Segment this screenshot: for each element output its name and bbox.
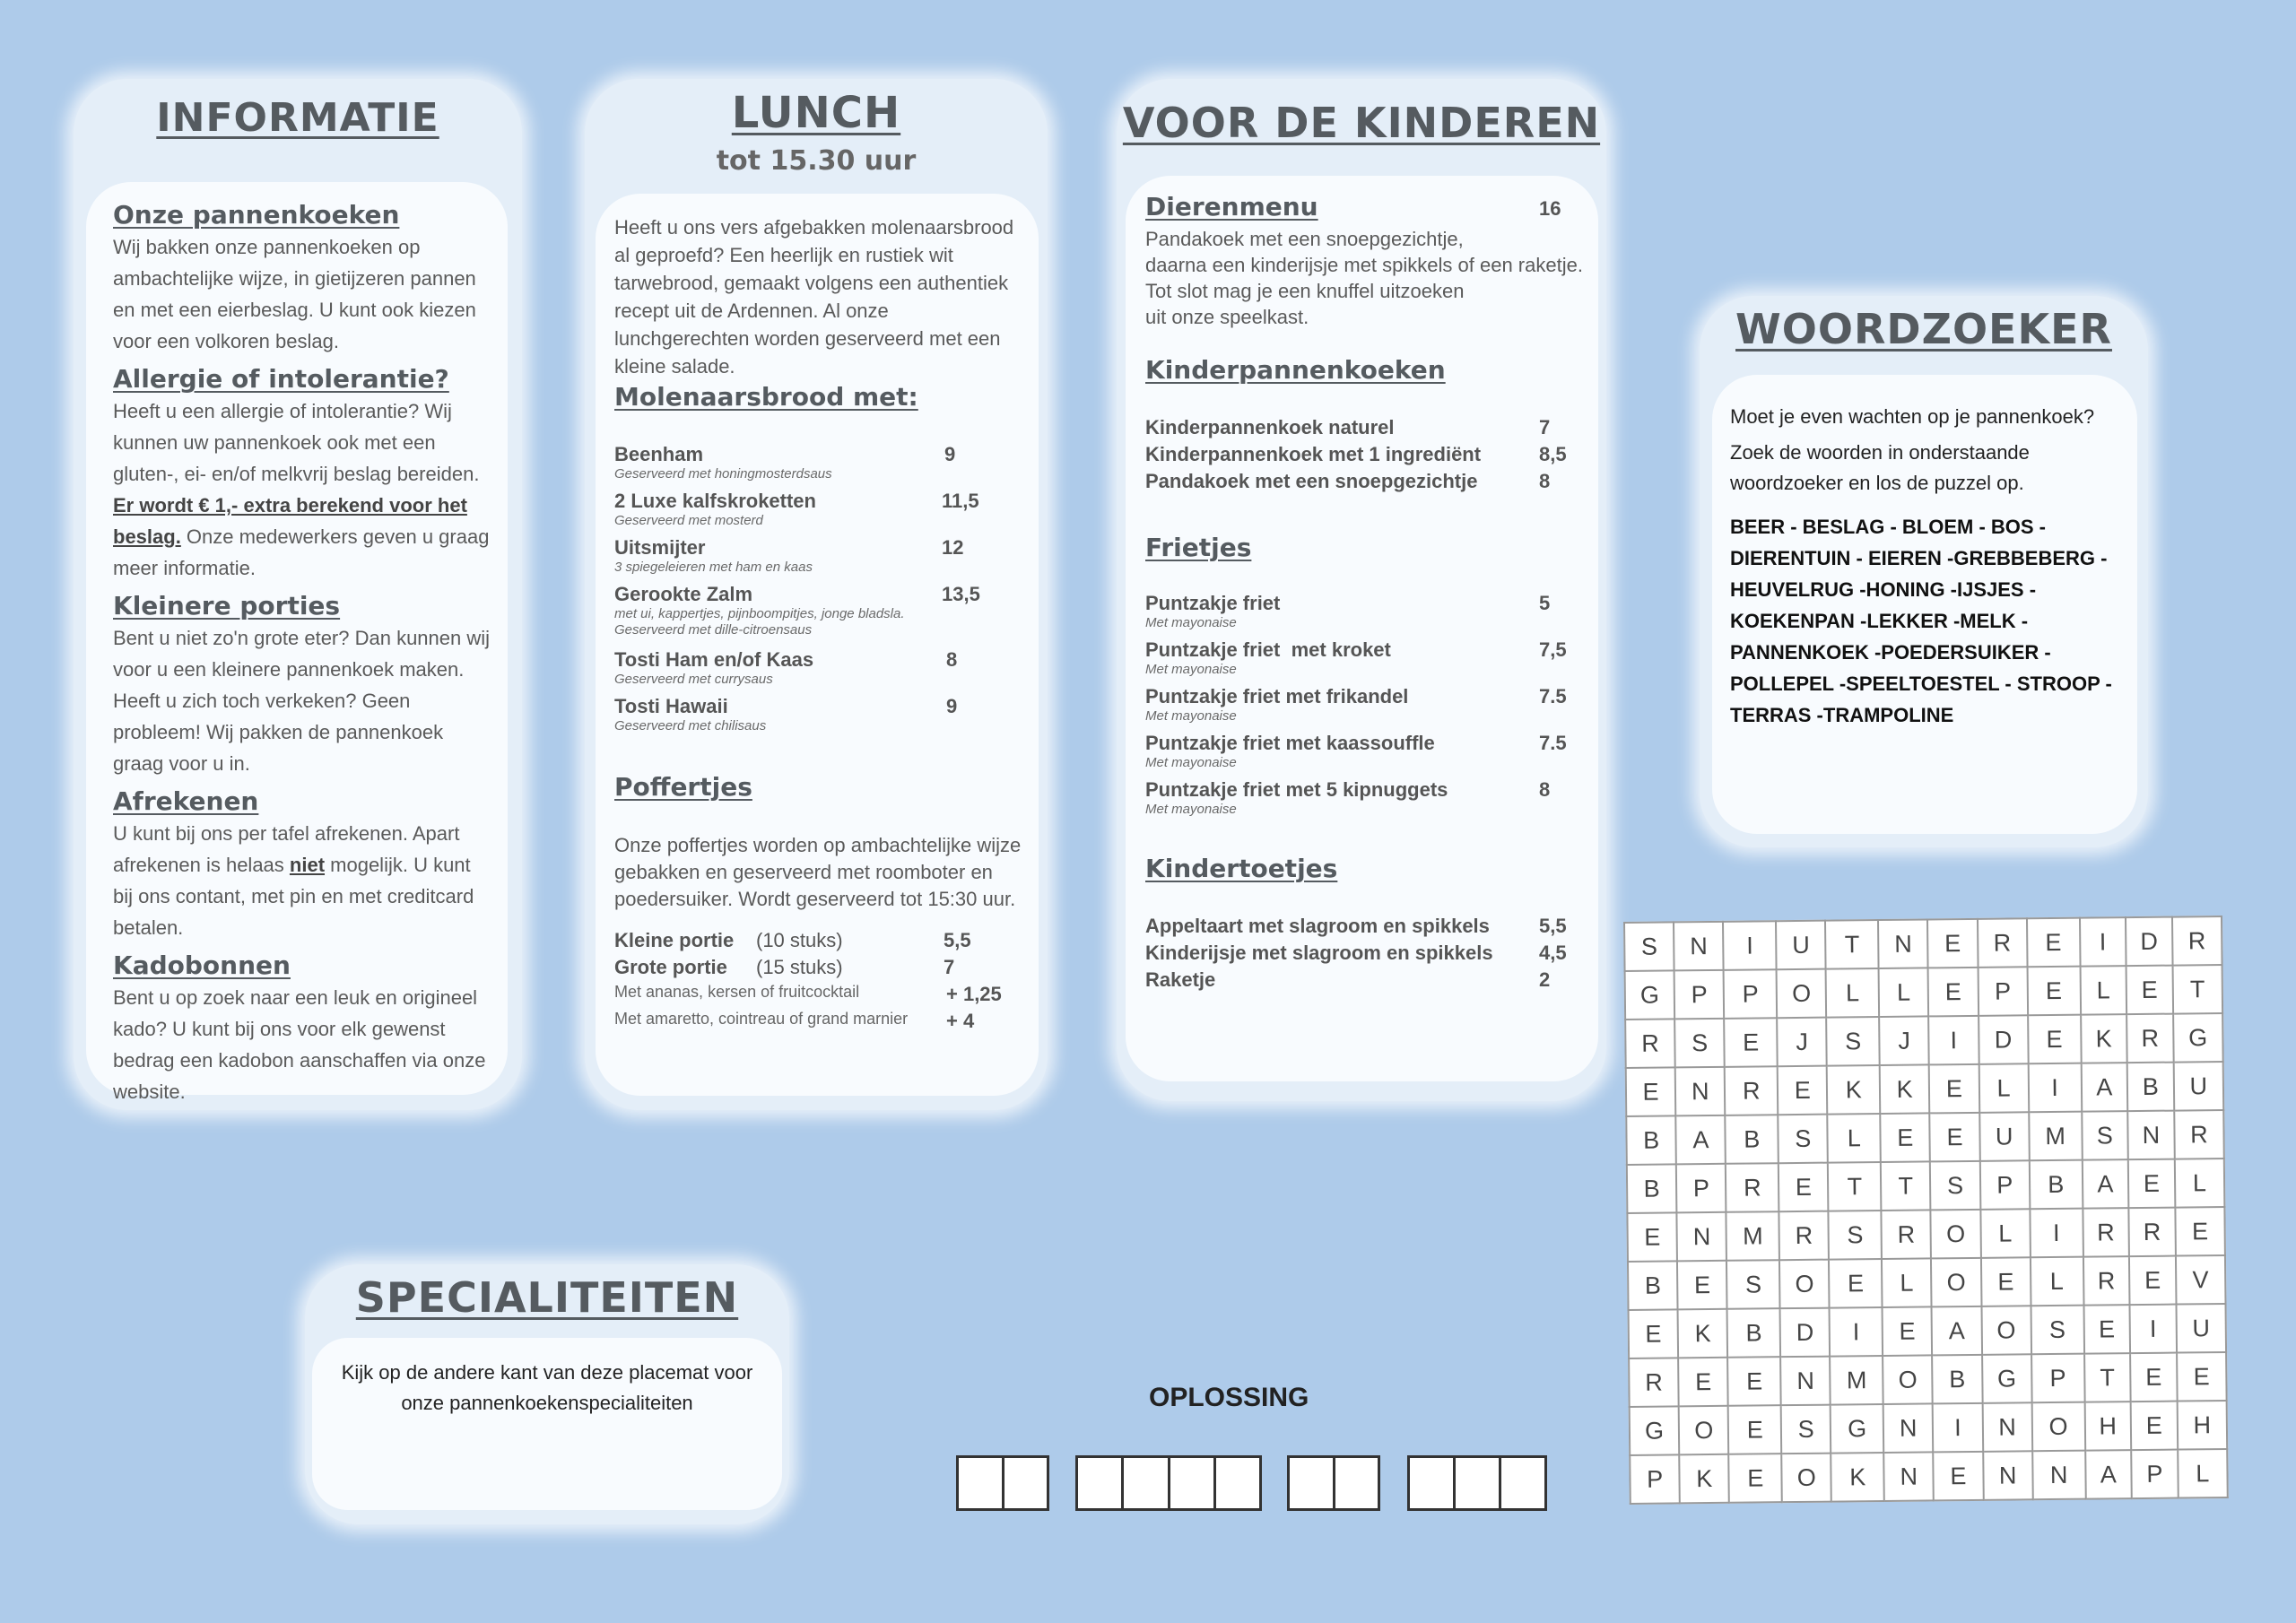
grid-cell[interactable]: R [1625, 1019, 1675, 1068]
desc-line: Tot slot mag je een knuffel uitzoeken [1145, 280, 1465, 302]
grid-cell[interactable]: M [2029, 1112, 2082, 1161]
item-name: Uitsmijter [614, 536, 706, 559]
grid-cell[interactable]: J [1777, 1018, 1827, 1067]
informatie-panel [74, 79, 522, 1110]
grid-cell[interactable]: E [2129, 1256, 2176, 1306]
info-section-allergie [113, 364, 495, 584]
grid-cell[interactable]: R [1978, 918, 2028, 968]
grid-row [1628, 1255, 2226, 1310]
grid-cell[interactable]: P [1674, 970, 1725, 1020]
dierenmenu-heading: Dierenmenu [1145, 192, 1318, 221]
item-price: 8 [946, 648, 958, 671]
grid-cell[interactable]: R [1629, 1358, 1679, 1407]
solution-word-4[interactable] [1407, 1455, 1547, 1511]
grid-cell[interactable]: M [1830, 1356, 1883, 1405]
grid-cell[interactable]: L [2174, 1159, 2224, 1208]
desc-line: uit onze speelkast. [1145, 306, 1309, 328]
item-name: Raketje [1145, 968, 1216, 991]
grid-cell[interactable]: E [1928, 968, 1979, 1017]
item-price: 5 [1539, 592, 1551, 614]
woordzoeker-line1: Moet je even wachten op je pannenkoek? [1730, 405, 2095, 428]
grid-cell[interactable]: E [2028, 1015, 2081, 1064]
woordzoeker-panel [1700, 296, 2148, 847]
grid-cell[interactable]: R [2083, 1256, 2129, 1306]
grid-cell[interactable]: E [1934, 1452, 1984, 1501]
grid-cell[interactable]: E [2128, 1159, 2175, 1209]
lunch-title: LUNCH [731, 88, 901, 138]
item-name: 2 Luxe kalfskroketten [614, 490, 816, 512]
grid-cell[interactable]: T [1825, 920, 1878, 969]
portion-name: Grote portie [614, 956, 727, 978]
friet-item [1145, 732, 1585, 778]
grid-cell[interactable]: I [1933, 1403, 1983, 1453]
grid-cell[interactable]: T [2084, 1353, 2131, 1402]
grid-cell[interactable]: E [2027, 918, 2080, 968]
item-name: Tosti Hawaii [614, 695, 728, 717]
item-price: 4,5 [1539, 942, 1567, 964]
grid-cell[interactable]: A [2085, 1450, 2132, 1499]
grid-cell[interactable]: B [1726, 1115, 1779, 1164]
grid-cell[interactable]: L [1826, 968, 1879, 1018]
grid-cell[interactable]: R [2126, 1014, 2173, 1063]
item-desc: Geserveerd met chilisaus [614, 718, 767, 733]
grid-row [1626, 1110, 2224, 1165]
grid-cell[interactable]: P [1979, 1160, 2030, 1210]
grid-cell[interactable]: N [1883, 1452, 1934, 1501]
grid-cell[interactable]: B [2030, 1160, 2083, 1210]
grid-cell[interactable]: R [1726, 1163, 1779, 1212]
toetje-item [1145, 942, 1585, 968]
grid-cell[interactable]: L [2080, 966, 2126, 1015]
grid-cell[interactable]: N [1677, 1212, 1727, 1262]
grid-cell[interactable]: G [1625, 970, 1675, 1020]
grid-cell[interactable]: E [1678, 1358, 1728, 1407]
grid-cell[interactable]: S [1778, 1115, 1828, 1164]
grid-cell[interactable]: R [1779, 1211, 1830, 1261]
grid-cell[interactable]: K [1880, 1064, 1930, 1114]
grid-cell[interactable]: A [2082, 1159, 2128, 1209]
grid-cell[interactable]: I [2030, 1209, 2083, 1258]
grid-cell[interactable]: D [1780, 1308, 1831, 1358]
woordzoeker-title: WOORDZOEKER [1735, 305, 2112, 353]
informatie-content [86, 182, 508, 1103]
grid-cell[interactable]: O [1981, 1306, 2031, 1355]
section-text: Bent u niet zo'n grote eter? Dan kunnen wij voor u een kleinere pannenkoek maken. Heeft u zich toch verkeken? Geen probleem! Wij pakken de pannenkoek graag voor u in. [113, 627, 491, 775]
grid-cell[interactable]: L [1980, 1209, 2031, 1258]
item-name: Puntzakje friet [1145, 592, 1281, 614]
grid-cell[interactable]: K [1827, 1065, 1880, 1115]
item-desc: 3 spiegeleieren met ham en kaas [614, 560, 813, 575]
grid-cell[interactable]: I [1723, 921, 1776, 970]
grid-row [1625, 965, 2223, 1020]
afrekenen-niet: niet [289, 854, 326, 876]
grid-row [1626, 1062, 2224, 1116]
grid-cell[interactable]: E [2027, 967, 2080, 1016]
item-desc: Met mayonaise [1145, 662, 1237, 677]
grid-cell[interactable]: G [1630, 1406, 1680, 1455]
item-desc: Geserveerd met dille-citroensaus [614, 622, 813, 638]
grid-cell[interactable]: R [2128, 1208, 2175, 1257]
grid-cell[interactable]: T [2172, 965, 2222, 1014]
grid-cell[interactable]: N [1878, 919, 1928, 968]
grid-cell[interactable]: E [1677, 1261, 1727, 1310]
item-desc: Geserveerd met honingmosterdsaus [614, 466, 832, 482]
kinderen-panel [1117, 79, 1606, 1101]
grid-row [1627, 1207, 2225, 1262]
grid-cell[interactable]: I [2028, 1063, 2081, 1113]
grid-cell[interactable]: S [2082, 1111, 2128, 1160]
grid-cell[interactable]: G [1982, 1354, 2032, 1403]
item-desc: Met mayonaise [1145, 708, 1237, 724]
item-price: 8 [1539, 778, 1551, 801]
kinderpannenkoeken-heading: Kinderpannenkoeken [1145, 355, 1446, 385]
grid-cell[interactable]: K [1678, 1309, 1728, 1358]
grid-cell[interactable]: L [1879, 968, 1929, 1017]
grid-cell[interactable]: E [1829, 1259, 1882, 1308]
grid-cell[interactable]: E [1729, 1454, 1782, 1503]
kids-item [1145, 443, 1585, 470]
grid-cell[interactable]: U [1979, 1112, 2030, 1161]
grid-cell[interactable]: K [1831, 1453, 1884, 1502]
portion-name: Kleine portie [614, 929, 735, 951]
grid-row [1629, 1304, 2227, 1358]
grid-cell[interactable]: H [2084, 1402, 2131, 1451]
toetje-item [1145, 915, 1585, 942]
toetje-item [1145, 968, 1585, 995]
specialiteiten-content [312, 1338, 782, 1510]
grid-cell[interactable]: E [1626, 1067, 1676, 1116]
grid-cell[interactable]: S [1624, 922, 1674, 971]
kids-item [1145, 470, 1585, 497]
grid-cell[interactable]: E [2130, 1353, 2177, 1402]
grid-cell[interactable]: B [1627, 1164, 1677, 1213]
grid-cell[interactable]: N [1780, 1357, 1831, 1406]
woordzoeker-words: BEER - BESLAG - BLOEM - BOS - DIERENTUIN - EIEREN -GREBBEBERG -HEUVELRUG -HONING -IJSJES - KOEKENPAN -LEKKER -MELK - PANNENKOEK -POEDERSUIKER - POLLEPEL -SPEELTOESTEL - STROOP -TERRAS -TRAMPOLINE [1730, 516, 2112, 726]
woordzoeker-line2: Zoek de woorden in onderstaande woordzoeker en los de puzzel op. [1730, 441, 2030, 494]
lunch-content [596, 194, 1039, 1096]
lunch-item [614, 490, 1027, 529]
grid-row [1624, 916, 2222, 971]
lunch-item [614, 536, 1027, 576]
grid-cell[interactable]: K [2081, 1014, 2127, 1063]
item-name: Kinderpannenkoek naturel [1145, 416, 1395, 438]
item-price: 8,5 [1539, 443, 1567, 465]
grid-cell[interactable]: S [1726, 1260, 1779, 1309]
grid-cell[interactable]: E [1929, 1064, 1979, 1114]
item-price: 9 [946, 695, 958, 717]
item-price: 13,5 [942, 583, 980, 605]
grid-cell[interactable]: L [1979, 1063, 2029, 1113]
extra-row [614, 1010, 1027, 1037]
grid-cell[interactable]: O [1679, 1406, 1729, 1455]
grid-cell[interactable]: L [1828, 1114, 1881, 1163]
grid-row [1625, 1013, 2223, 1068]
afrekenen-text-2: mogelijk. U kunt bij ons contant, met pin en met creditcard betalen. [113, 854, 474, 939]
lunch-item [614, 648, 1027, 688]
extra-row [614, 983, 1027, 1010]
solution-word-3[interactable] [1287, 1455, 1380, 1511]
grid-cell[interactable]: E [1880, 1113, 1930, 1162]
grid-cell[interactable]: E [2131, 1402, 2178, 1451]
grid-cell[interactable]: O [1931, 1258, 1981, 1307]
portion-row [614, 956, 1027, 983]
grid-cell[interactable]: H [2177, 1401, 2227, 1450]
section-heading: Onze pannenkoeken [113, 200, 400, 230]
grid-cell[interactable]: E [2126, 966, 2173, 1015]
solution-word-1[interactable] [956, 1455, 1049, 1511]
grid-cell[interactable]: A [1932, 1306, 1982, 1356]
friet-item [1145, 592, 1585, 638]
allergie-text-2: Onze medewerkers geven u graag meer informatie. [113, 525, 490, 579]
friet-item [1145, 685, 1585, 732]
grid-cell[interactable]: T [1828, 1162, 1881, 1211]
grid-cell[interactable]: R [1882, 1210, 1932, 1259]
grid-cell[interactable]: E [1627, 1212, 1677, 1262]
grid-cell[interactable]: K [1679, 1454, 1729, 1504]
grid-cell[interactable]: P [2031, 1354, 2084, 1403]
friet-item [1145, 778, 1585, 825]
lunch-item [614, 695, 1027, 734]
specialiteiten-title: SPECIALITEITEN [355, 1273, 739, 1322]
grid-cell[interactable]: L [2031, 1257, 2083, 1306]
grid-cell[interactable]: L [1882, 1258, 1932, 1307]
portion-qty: (15 stuks) [756, 956, 843, 978]
grid-cell[interactable]: I [2079, 917, 2126, 967]
grid-cell[interactable]: U [1776, 921, 1826, 970]
desc-line: daarna een kinderijsje met spikkels of een raketje. [1145, 254, 1583, 276]
grid-cell[interactable]: P [1724, 969, 1777, 1019]
dierenmenu-price: 16 [1539, 197, 1561, 220]
item-price: 2 [1539, 968, 1551, 991]
item-price: 5,5 [1539, 915, 1567, 937]
extra-name: Met ananas, kersen of fruitcocktail [614, 983, 860, 1001]
item-desc: Geserveerd met currysaus [614, 672, 773, 687]
grid-cell[interactable]: P [2131, 1450, 2178, 1499]
section-heading: Kadobonnen [113, 950, 291, 980]
grid-cell[interactable]: O [1777, 969, 1827, 1019]
frietjes-heading: Frietjes [1145, 533, 1252, 562]
grid-cell[interactable]: S [1827, 1017, 1880, 1066]
grid-cell[interactable]: B [1932, 1355, 1982, 1404]
grid-cell[interactable]: E [1728, 1405, 1781, 1454]
portion-price: 5,5 [944, 929, 971, 951]
grid-cell[interactable]: E [1930, 1113, 1980, 1162]
grid-cell[interactable]: S [1930, 1161, 1980, 1211]
woordzoeker-content [1712, 375, 2137, 834]
info-section-kleinere-porties [113, 591, 495, 779]
grid-cell[interactable]: I [2130, 1305, 2177, 1354]
lunch-intro: Heeft u ons vers afgebakken molenaarsbrood al geproefd? Een heerlijk en rustiek wit tarwebrood, gemaakt volgens een authentiek recept uit de Ardennen. Al onze lunchgerechten worden geserveerd met een kleine salade. [614, 216, 1014, 378]
lunch-subtitle: tot 15.30 uur [716, 145, 917, 177]
grid-cell[interactable]: S [1781, 1405, 1831, 1454]
item-name: Kinderijsje met slagroom en spikkels [1145, 942, 1493, 964]
item-name: Tosti Ham en/of Kaas [614, 648, 814, 671]
grid-cell[interactable]: B [1628, 1261, 1678, 1310]
grid-row [1627, 1159, 2225, 1213]
item-name: Appeltaart met slagroom en spikkels [1145, 915, 1490, 937]
poffertjes-portions [614, 929, 1027, 1037]
grid-cell[interactable]: S [1829, 1211, 1882, 1260]
solution-word-2[interactable] [1075, 1455, 1262, 1511]
grid-cell[interactable]: E [2083, 1305, 2130, 1354]
info-section-afrekenen [113, 786, 495, 943]
grid-cell[interactable]: N [1883, 1403, 1934, 1453]
section-heading: Kleinere porties [113, 591, 341, 621]
grid-cell[interactable]: E [1727, 1357, 1780, 1406]
specialiteiten-text: Kijk op de andere kant van deze placemat voor onze pannenkoekenspecialiteiten [341, 1361, 753, 1414]
word-search-grid[interactable] [1623, 916, 2229, 1505]
grid-cell[interactable]: P [1978, 967, 2028, 1016]
grid-cell[interactable]: I [1928, 1016, 1979, 1065]
grid-cell[interactable]: U [2176, 1304, 2226, 1353]
grid-cell[interactable]: J [1879, 1016, 1929, 1065]
kinderen-title: VOOR DE KINDEREN [1122, 99, 1601, 147]
item-desc: Met mayonaise [1145, 755, 1237, 770]
grid-cell[interactable]: D [2126, 917, 2172, 967]
grid-cell[interactable]: B [2127, 1063, 2174, 1112]
grid-cell[interactable]: T [1881, 1161, 1931, 1211]
grid-cell[interactable]: R [1725, 1066, 1778, 1115]
grid-cell[interactable]: O [1931, 1210, 1981, 1259]
grid-cell[interactable]: O [1781, 1454, 1831, 1503]
grid-cell[interactable]: R [2172, 916, 2222, 966]
grid-row [1630, 1449, 2228, 1504]
kids-item [1145, 416, 1585, 443]
grid-cell[interactable]: D [1979, 1015, 2029, 1064]
grid-cell[interactable]: E [1927, 919, 1978, 968]
grid-cell[interactable]: I [1830, 1307, 1883, 1357]
grid-cell[interactable]: S [1674, 1019, 1725, 1068]
extra-price: + 1,25 [946, 983, 1002, 1005]
info-section-kadobonnen [113, 950, 495, 1107]
item-price: 7.5 [1539, 685, 1567, 707]
item-name: Puntzakje friet met frikandel [1145, 685, 1409, 707]
extra-price: + 4 [946, 1010, 975, 1032]
item-name: Gerookte Zalm [614, 583, 753, 605]
kinderen-content [1126, 176, 1598, 1081]
poffertjes-heading: Poffertjes [614, 772, 752, 802]
grid-cell[interactable]: E [1980, 1257, 2031, 1306]
section-text: Bent u op zoek naar een leuk en origineel kado? U kunt bij ons voor elk gewenst bedrag een kadobon aanschaffen via onze website. [113, 986, 486, 1103]
section-heading: Afrekenen [113, 786, 259, 816]
friet-item [1145, 638, 1585, 685]
item-desc: Met mayonaise [1145, 615, 1237, 630]
afrekenen-text: U kunt bij ons per tafel afrekenen. Apart afrekenen is helaas [113, 822, 460, 876]
grid-cell[interactable]: L [2178, 1449, 2228, 1498]
item-desc: Geserveerd met mosterd [614, 513, 763, 528]
item-name: Beenham [614, 443, 704, 465]
informatie-title: INFORMATIE [156, 95, 439, 141]
grid-row [1629, 1352, 2227, 1407]
grid-cell[interactable]: V [2176, 1255, 2226, 1305]
grid-cell[interactable]: P [1676, 1164, 1726, 1213]
grid-cell[interactable]: E [1629, 1309, 1679, 1358]
allergie-text: Heeft u een allergie of intolerantie? Wij kunnen uw pannenkoek ook met een gluten-, ei- en/of melkvrij beslag bereiden. [113, 400, 480, 485]
specialiteiten-panel [305, 1264, 789, 1524]
grid-cell[interactable]: B [1727, 1308, 1780, 1358]
item-desc: met ui, kappertjes, pijnboompitjes, jonge bladsla. [614, 606, 905, 621]
grid-cell[interactable]: E [1778, 1066, 1828, 1115]
grid-cell[interactable]: O [2031, 1402, 2084, 1452]
grid-cell[interactable]: P [1630, 1454, 1680, 1504]
grid-cell[interactable]: B [1626, 1115, 1676, 1165]
section-text [113, 818, 495, 943]
grid-cell[interactable]: N [1675, 1067, 1726, 1116]
grid-cell[interactable]: E [1883, 1306, 1933, 1356]
bread-heading: Molenaarsbrood met: [614, 382, 918, 412]
lunch-panel [585, 79, 1048, 1110]
item-price: 12 [942, 536, 964, 559]
lunch-items [614, 443, 1027, 739]
item-name: Puntzakje friet met kroket [1145, 638, 1391, 661]
oplossing-label: OPLOSSING [1149, 1383, 1309, 1412]
grid-cell[interactable]: G [2173, 1013, 2223, 1063]
grid-row [1630, 1401, 2228, 1455]
kinderpannenkoeken-list [1145, 416, 1585, 497]
kindertoetjes-list [1145, 915, 1585, 995]
item-desc: Met mayonaise [1145, 802, 1237, 817]
grid-cell[interactable]: N [2127, 1111, 2174, 1160]
grid-cell[interactable]: N [1983, 1451, 2033, 1500]
info-section-pannenkoeken [113, 200, 495, 357]
item-price: 7 [1539, 416, 1551, 438]
lunch-item [614, 443, 1027, 482]
section-heading: Allergie of intolerantie? [113, 364, 449, 394]
item-price: 9 [944, 443, 956, 465]
grid-cell[interactable]: S [2031, 1306, 2083, 1355]
portion-qty: (10 stuks) [756, 929, 843, 951]
item-price: 7.5 [1539, 732, 1567, 754]
allergie-extra-cost: Er wordt € 1,- extra berekend voor het beslag. [113, 494, 467, 548]
item-price: 11,5 [942, 490, 979, 512]
grid-cell[interactable]: E [2177, 1352, 2227, 1402]
poffertjes-text: Onze poffertjes worden op ambachtelijke wijze gebakken en geserveerd met roomboter en poedersuiker. Wordt geserveerd tot 15:30 uur. [614, 834, 1022, 910]
item-name: Puntzakje friet met kaassouffle [1145, 732, 1435, 754]
item-price: 7,5 [1539, 638, 1567, 661]
item-price: 8 [1539, 470, 1551, 492]
desc-line: Pandakoek met een snoepgezichtje, [1145, 228, 1464, 250]
grid-cell[interactable]: O [1779, 1260, 1830, 1309]
grid-cell[interactable]: R [2083, 1208, 2129, 1257]
section-text [113, 395, 495, 584]
grid-cell[interactable]: N [1982, 1402, 2032, 1452]
grid-cell[interactable]: N [2032, 1451, 2085, 1500]
grid-cell[interactable]: E [2175, 1207, 2225, 1256]
grid-cell[interactable]: M [1726, 1211, 1779, 1261]
grid-cell[interactable]: A [1675, 1115, 1726, 1165]
item-name: Pandakoek met een snoepgezichtje [1145, 470, 1478, 492]
grid-cell[interactable]: A [2081, 1063, 2127, 1112]
frietjes-list [1145, 592, 1585, 825]
grid-cell[interactable]: E [1779, 1163, 1829, 1212]
section-text: Wij bakken onze pannenkoeken op ambachtelijke wijze, in gietijzeren pannen en met een eierbeslag. U kunt ook kiezen voor een volkoren beslag. [113, 236, 476, 352]
portion-price: 7 [944, 956, 955, 978]
kindertoetjes-heading: Kindertoetjes [1145, 854, 1338, 883]
grid-cell[interactable]: R [2174, 1110, 2224, 1159]
item-name: Puntzakje friet met 5 kipnuggets [1145, 778, 1448, 801]
grid-cell[interactable]: O [1883, 1355, 1933, 1404]
grid-cell[interactable]: N [1674, 922, 1724, 971]
dierenmenu-desc [1145, 226, 1585, 330]
grid-cell[interactable]: U [2173, 1062, 2223, 1111]
extra-name: Met amaretto, cointreau of grand marnier [614, 1010, 909, 1028]
lunch-item [614, 583, 1027, 638]
grid-cell[interactable]: G [1831, 1404, 1883, 1454]
portion-row [614, 929, 1027, 956]
item-name: Kinderpannenkoek met 1 ingrediënt [1145, 443, 1482, 465]
grid-cell[interactable]: E [1725, 1018, 1778, 1067]
